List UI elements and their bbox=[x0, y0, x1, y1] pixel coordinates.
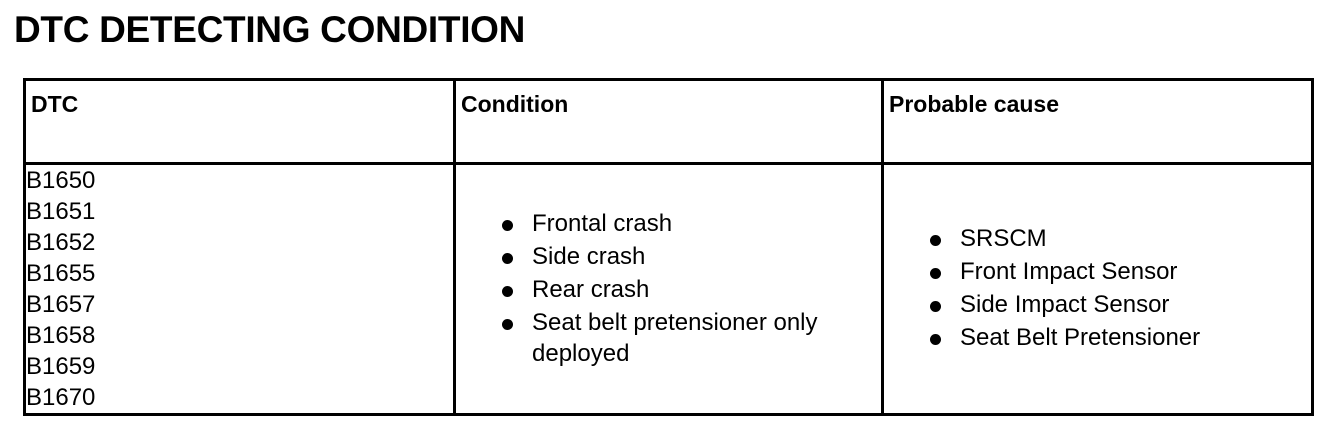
condition-text: Frontal crash bbox=[532, 209, 673, 237]
bullet-icon bbox=[502, 319, 513, 330]
bullet-icon bbox=[502, 220, 513, 231]
cause-item bbox=[884, 322, 1311, 353]
probable-cause-cell bbox=[882, 164, 1312, 415]
cause-item bbox=[884, 223, 1311, 254]
dtc-code: B1651 bbox=[26, 198, 96, 225]
bullet-icon bbox=[502, 286, 513, 297]
header-probable-cause: Probable cause bbox=[882, 80, 1312, 164]
table-row bbox=[25, 164, 1313, 415]
condition-item bbox=[456, 241, 881, 272]
dtc-code: B1650 bbox=[26, 167, 96, 194]
dtc-code: B1658 bbox=[26, 322, 96, 349]
table-header-row bbox=[25, 80, 1313, 164]
cause-item bbox=[884, 289, 1311, 320]
bullet-icon bbox=[930, 235, 941, 246]
bullet-icon bbox=[930, 334, 941, 345]
condition-text: Seat belt pretensioner only deployed bbox=[532, 308, 818, 367]
header-condition: Condition bbox=[455, 80, 883, 164]
dtc-code: B1659 bbox=[26, 353, 96, 380]
probable-cause-list bbox=[884, 223, 1311, 353]
dtc-code: B1655 bbox=[26, 260, 96, 287]
condition-item bbox=[456, 274, 881, 305]
condition-text: Side crash bbox=[532, 242, 646, 270]
cause-item bbox=[884, 256, 1311, 287]
dtc-code: B1652 bbox=[26, 229, 96, 256]
cause-text: Front Impact Sensor bbox=[959, 258, 1178, 285]
dtc-code: B1670 bbox=[26, 384, 96, 411]
bullet-icon bbox=[502, 253, 513, 264]
condition-item bbox=[456, 307, 881, 369]
cause-text: SRSCM bbox=[959, 225, 1047, 252]
bullet-icon bbox=[930, 268, 941, 279]
condition-text: Rear crash bbox=[532, 275, 650, 303]
dtc-codes-cell bbox=[25, 164, 455, 415]
condition-list bbox=[456, 208, 881, 369]
condition-cell bbox=[455, 164, 883, 415]
cause-text: Seat Belt Pretensioner bbox=[959, 324, 1201, 351]
dtc-table bbox=[23, 78, 1314, 416]
bullet-icon bbox=[930, 301, 941, 312]
header-dtc: DTC bbox=[25, 80, 455, 164]
dtc-code: B1657 bbox=[26, 291, 96, 318]
page-title: DTC DETECTING CONDITION bbox=[14, 9, 526, 50]
cause-text: Side Impact Sensor bbox=[959, 291, 1170, 318]
dtc-code-list bbox=[26, 165, 453, 413]
condition-item bbox=[456, 208, 881, 239]
